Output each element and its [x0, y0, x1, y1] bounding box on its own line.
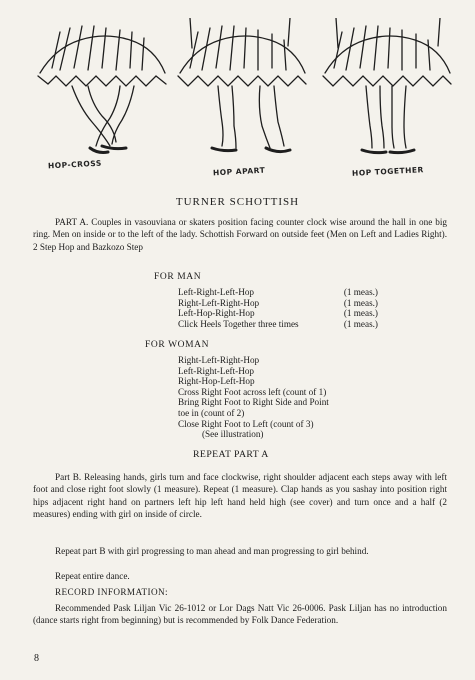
repeat-entire-paragraph: Repeat entire dance.	[55, 571, 130, 581]
caption-hop-apart: HOP APART	[212, 165, 266, 178]
list-item	[178, 298, 378, 309]
page-number: 8	[34, 653, 39, 664]
list-item: toe in (count of 2)	[178, 407, 245, 418]
caption-hop-together: HOP TOGETHER	[351, 165, 425, 178]
list-item	[178, 287, 378, 298]
list-item: Cross Right Foot across left (count of 1)	[178, 386, 327, 397]
list-item: Bring Right Foot to Right Side and Point	[178, 397, 329, 408]
for-woman-heading: FOR WOMAN	[145, 340, 210, 350]
list-item: Right-Hop-Left-Hop	[178, 376, 255, 387]
step-count: (1 meas.)	[343, 318, 378, 329]
part-b-paragraph: Part B. Releasing hands, girls turn and face clockwise, right shoulder adjacent each steps away with left foot and close right foot slowly (1 measure). Repeat (1 measure). Clap hands as you sashay into position right hips adjacent right hand on partners left hip left hand held high (see cover) and turn once and a half (2 measures) ending with girl on inside of circle.	[33, 472, 447, 520]
page-title: TURNER SCHOTTISH	[175, 196, 300, 208]
step-name: Click Heels Together three times	[178, 318, 299, 329]
woman-steps-list	[178, 355, 398, 440]
step-count: (1 meas.)	[343, 297, 378, 308]
repeat-b-paragraph: Repeat part B with girl progressing to man ahead and man progressing to girl behind.	[55, 546, 369, 556]
hop-cross-figure	[38, 26, 166, 153]
caption-hop-cross: HOP-CROSS	[47, 158, 102, 171]
step-count: (1 meas.)	[343, 308, 378, 319]
list-item	[178, 308, 378, 319]
list-item: Left-Right-Left-Hop	[178, 365, 255, 376]
hop-together-figure	[323, 18, 451, 153]
hop-step-drawing	[30, 18, 455, 178]
dance-illustration	[30, 18, 455, 178]
list-item: (See illustration)	[202, 429, 264, 440]
part-a-paragraph: PART A. Couples in vasouviana or skaters position facing counter clock wise around the hall in one big ring. Men on inside or to the left of the lady. Schottish Forward on outside feet (Men on Left and Ladies Right). 2 Step Hop and Bazkozo Step	[33, 217, 447, 252]
hop-apart-figure	[178, 18, 306, 152]
for-man-heading: FOR MAN	[154, 272, 202, 282]
repeat-part-a-heading: REPEAT PART A	[193, 449, 269, 460]
step-count: (1 meas.)	[343, 287, 378, 297]
record-heading: RECORD INFORMATION:	[55, 587, 169, 597]
record-paragraph: Recommended Pask Liljan Vic 26-1012 or Lor Dags Natt Vic 26-0006. Pask Liljan has no introduction (dance starts right from beginning) but is recommended by Folk Dance Federation.	[33, 603, 447, 626]
list-item	[178, 319, 378, 330]
step-name: Left-Right-Left-Hop	[178, 287, 255, 297]
step-name: Left-Hop-Right-Hop	[178, 308, 255, 319]
list-item: Right-Left-Right-Hop	[178, 355, 260, 365]
step-name: Right-Left-Right-Hop	[178, 297, 260, 308]
list-item: Close Right Foot to Left (count of 3)	[178, 418, 314, 429]
man-steps-list	[178, 287, 378, 329]
